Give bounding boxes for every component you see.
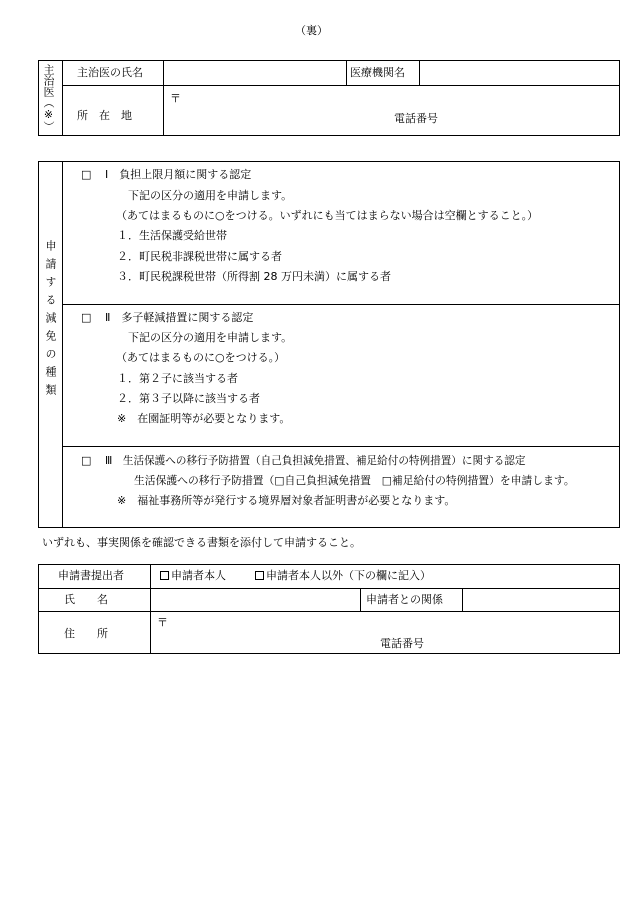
item1-option-2[interactable]: ２．町民税非課税世帯に属する者 (117, 250, 282, 263)
doctor-phone-label: 電話番号 (394, 112, 438, 125)
item1-line1: 下記の区分の適用を申請します。 (128, 189, 293, 202)
item1-line2: （あてはまるものに○をつける。いずれにも当てはまらない場合は空欄とすること。） (116, 209, 539, 222)
submitter-name-field[interactable] (152, 590, 358, 610)
item3-line1: 生活保護への移行予防措置（□自己負担減免措置 □補足給付の特例措置）を申請します。 (134, 474, 575, 487)
submitter-postal-mark: 〒 (157, 616, 168, 629)
submitter-other-option[interactable] (255, 569, 431, 583)
doctor-section-label: 主治医（※） (42, 64, 55, 132)
relation-field[interactable] (464, 590, 618, 610)
doctor-postal-mark: 〒 (170, 92, 181, 105)
item1-option-3[interactable]: ３．町民税課税世帯（所得割 28 万円未満）に属する者 (117, 270, 391, 283)
submitter-label: 申請書提出者 (58, 569, 124, 582)
reduction-section-label: 申請する減免の種類 (44, 240, 57, 402)
institution-label: 医療機関名 (350, 66, 405, 79)
item1-title: Ⅰ 負担上限月額に関する認定 (105, 168, 252, 181)
item2-line1: 下記の区分の適用を申請します。 (128, 331, 293, 344)
item2-option-1[interactable]: １．第２子に該当する者 (117, 372, 238, 385)
other-checkbox[interactable] (255, 571, 264, 580)
submitter-address-label: 住 所 (64, 627, 108, 640)
institution-field[interactable] (421, 62, 618, 84)
item2-title: Ⅱ 多子軽減措置に関する認定 (105, 311, 254, 324)
submitter-name-label: 氏 名 (64, 593, 108, 606)
attachment-note: いずれも、事実関係を確認できる書類を添付して申請すること。 (42, 536, 361, 549)
doctor-address-field[interactable] (165, 87, 618, 134)
item2-checkbox[interactable]: □ (81, 311, 92, 324)
item3-note: ※ 福祉事務所等が発行する境界層対象者証明書が必要となります。 (117, 494, 456, 507)
other-option-label: 申請者本人以外（下の欄に記入） (266, 569, 431, 582)
doctor-name-label: 主治医の氏名 (77, 66, 143, 79)
self-option-label: 申請者本人 (171, 569, 226, 582)
submitter-phone-label: 電話番号 (380, 637, 424, 650)
submitter-self-option[interactable] (160, 569, 226, 583)
doctor-name-field[interactable] (165, 62, 344, 84)
item2-option-2[interactable]: ２．第３子以降に該当する者 (117, 392, 260, 405)
item3-title: Ⅲ 生活保護への移行予防措置（自己負担減免措置、補足給付の特例措置）に関する認定 (105, 455, 526, 467)
submitter-address-field[interactable] (152, 613, 618, 652)
item3-checkbox[interactable]: □ (81, 454, 92, 467)
page-side-label: （裏） (295, 24, 328, 37)
item2-note: ※ 在園証明等が必要となります。 (117, 412, 291, 425)
doctor-address-label: 所 在 地 (77, 109, 132, 122)
item1-option-1[interactable]: １．生活保護受給世帯 (117, 229, 227, 242)
item2-line2: （あてはまるものに○をつける。） (116, 351, 286, 364)
relation-label: 申請者との関係 (366, 593, 443, 606)
item1-checkbox[interactable]: □ (81, 168, 92, 181)
self-checkbox[interactable] (160, 571, 169, 580)
